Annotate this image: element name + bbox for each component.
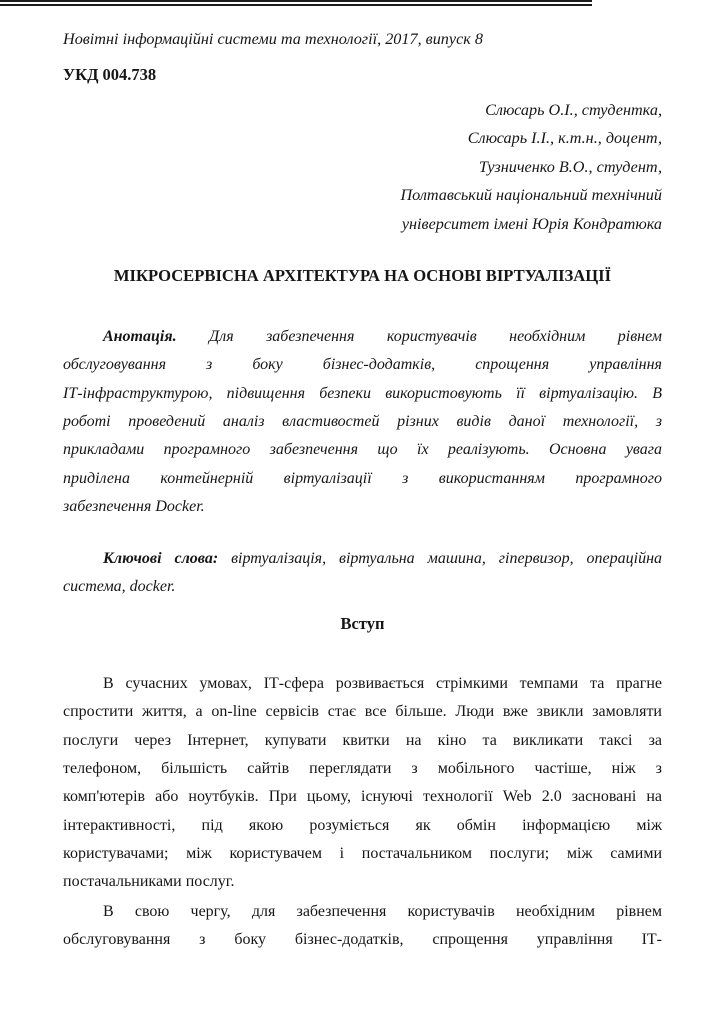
udc-code: УКД 004.738 <box>63 65 157 84</box>
abstract-line: приділена контейнерній віртуалізації з використанням програмного <box>63 469 662 487</box>
author-line: Слюсарь І.І., к.т.н., доцент, <box>467 129 662 148</box>
lead-label: Ключові слова: <box>103 550 219 567</box>
body-paragraph-1 <box>63 670 662 897</box>
article-title: МІКРОСЕРВІСНА АРХІТЕКТУРА НА ОСНОВІ ВІРТУАЛІЗАЦІЇ <box>113 266 612 285</box>
body-text-line: телефоном, більшість сайтів переглядати з мобільного частіше, ніж з <box>63 760 662 778</box>
body-text-line: В свою чергу, для забезпечення користувачів необхідним рівнем <box>103 903 662 920</box>
body-text-line: інтерактивності, під якою розуміється як обмін інформацією між <box>63 816 662 834</box>
lead-label: Анотація. <box>103 328 177 345</box>
header-rule-divider <box>0 0 592 6</box>
body-paragraph-2 <box>63 898 662 955</box>
authors-block <box>63 96 662 238</box>
keywords-line: Ключові слова: віртуалізація, віртуальна машина, гіпервизор, операційна <box>103 550 663 567</box>
abstract-line: обслуговування з боку бізнес-додатків, спрощення управління <box>63 356 662 374</box>
body-text-line: постачальниками послуг. <box>63 873 235 891</box>
author-line: університет імені Юрія Кондратюка <box>401 214 662 233</box>
keywords-paragraph <box>63 545 662 602</box>
body-text-line: спростити життя, а on-line сервісів стає все більше. Люди вже звикли замовляти <box>63 703 662 721</box>
abstract-line: роботі проведений аналіз властивостей різних видів даної технології, з <box>63 413 662 431</box>
abstract-line: ІТ-інфраструктурою, підвищення безпеки використовують її віртуалізацію. В <box>63 384 662 402</box>
body-text-line: обслуговування з боку бізнес-додатків, спрощення управління ІТ- <box>63 931 662 949</box>
author-line: Слюсарь О.І., студентка, <box>485 101 662 119</box>
body-text-line: В сучасних умовах, ІТ-сфера розвивається стрімкими темпами та прагне <box>103 675 662 692</box>
author-line: Полтавський національний технічний <box>400 186 662 205</box>
journal-header: Новітні інформаційні системи та технології, 2017, випуск 8 <box>63 30 483 48</box>
abstract-line: забезпечення Docker. <box>63 498 205 516</box>
keywords-line: система, docker. <box>63 578 176 596</box>
abstract-line: прикладами програмного забезпечення що їх реалізують. Основна увага <box>63 441 662 459</box>
section-heading-intro: Вступ <box>340 614 385 633</box>
author-line: Тузниченко В.О., студент, <box>478 157 662 176</box>
abstract-paragraph <box>63 323 662 521</box>
abstract-line: Анотація. Для забезпечення користувачів необхідним рівнем <box>103 328 662 345</box>
body-text-line: послуги через Інтернет, купувати квитки на кіно та викликати таксі за <box>63 731 662 749</box>
body-text-line: комп'ютерів або ноутбуків. При цьому, існуючі технології Web 2.0 засновані на <box>63 788 662 806</box>
body-text-line: користувачами; між користувачем і постачальником послуги; між самими <box>63 845 662 863</box>
